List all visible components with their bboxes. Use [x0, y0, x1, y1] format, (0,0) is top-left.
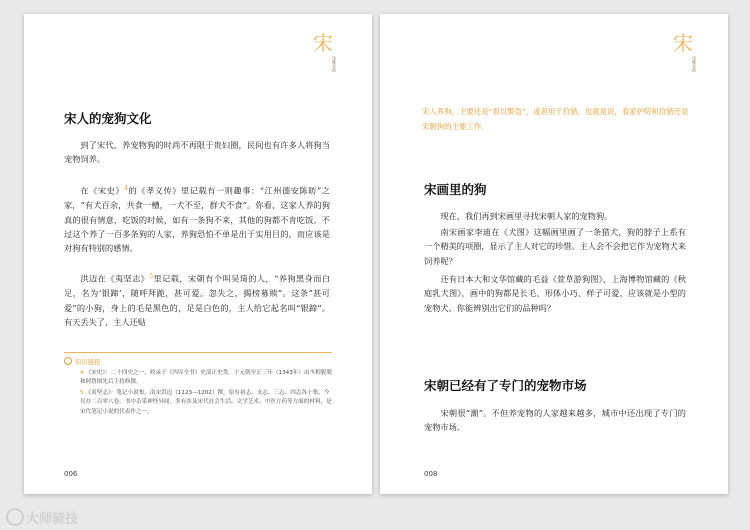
section1-paragraph-3: 还有日本大和文华馆藏的毛益《萱草游狗图》，上海博物馆藏的《秋庭乳犬图》，画中的狗都是长毛、形体小巧、样子可爱，应该就是小型的宠物犬。你能辨别出它们的品种吗？ [424, 274, 686, 313]
para2-text-start: 在《宋史》 [80, 185, 125, 196]
notes-bullet-icon [64, 357, 72, 365]
footnote-4-number: 4 [80, 370, 84, 376]
page-number: 006 [64, 470, 78, 478]
seal-glyph: 宋 [673, 31, 693, 55]
watermark [6, 508, 78, 527]
footnote-marker-4: 4 [124, 185, 128, 192]
left-page [24, 14, 372, 494]
highlight-note: 宋人养狗，主要还是“看以警盗”，或者用于狩猎。也就是说，看家护院和狩猎还是宋朝狗的主要工作。 [422, 107, 689, 131]
section1-paragraph-1: 现在，我们再到宋画里寻找宋朝人家的宠物狗。 [440, 211, 613, 221]
song-seal [666, 32, 700, 86]
para3-text-start: 洪迈在《夷坚志》 [80, 273, 150, 284]
paragraph-2 [64, 182, 330, 256]
notes-heading-label: 知识链接 [75, 358, 101, 366]
right-page [380, 14, 728, 494]
knowledge-notes [64, 352, 332, 418]
notes-heading [64, 357, 332, 366]
para2-text-end: 的《孝义传》里记载有一则趣事：“江州德安陈昉”之家，“有犬百余，共食一槽，一犬不至，群犬不食”。你看，这家人养的狗真的很有情意，吃饭的时候，如有一条狗不来，其他的狗都不肯吃饭。不过这个养了一百多条狗的人家，养狗恐怕不单是出于实用目的，而应该是对狗有特别的感情。 [64, 185, 330, 254]
paragraph-3 [64, 270, 330, 329]
footnote-5-number: 5 [80, 389, 84, 396]
section1-paragraph-2: 南宋画家李迪在《犬图》这幅画里画了一条猎犬，狗的脖子上系有一个精美的项圈，显示了主人对它的珍惜。主人会不会把它作为宠物犬来饲养呢？ [424, 227, 687, 266]
para3-text-end: 里记载，宋朝有个叫吴琦的人，“养狗黑身而白足，名为‘银蹄’，随呼拜跪，甚可爱。忽失之，揭榜募赎”。这条“甚可爱”的小狗，身上的毛是黑色的，足是白色的，主人给它起名叫“银蹄”。有天丢失了，主人还贴 [64, 273, 330, 327]
footnote-4 [64, 369, 332, 388]
footnote-5 [64, 389, 332, 417]
chapter-title: 宋人的宠狗文化 [64, 111, 152, 126]
watermark-logo-icon [6, 508, 24, 526]
section2-paragraph-1: 宋朝很“潮”。不但养宠物的人家越来越多，城市中还出现了专门的宠物市场。 [424, 408, 686, 433]
footnote-5-text: 《夷坚志》：笔记小说集，南宋洪迈（1123—1202）撰。原有初志、支志、三志、四志各十集，今仅存二百零八卷。书中杂采神怪异闻，多有涉及宋代社会生活、文学艺术、中医方药等方面的材料，是宋代笔记小说的代表作之一。 [80, 389, 332, 415]
section-title-pet-market: 宋朝已经有了专门的宠物市场 [424, 378, 587, 393]
section-title-song-paintings: 宋画里的狗 [424, 182, 487, 197]
page-number: 008 [424, 470, 438, 478]
song-seal [306, 32, 340, 86]
watermark-text: 大师骑技 [26, 512, 79, 527]
seal-subtext: 风雅宋韵 [692, 56, 697, 72]
seal-subtext: 风雅宋韵 [332, 56, 337, 72]
paragraph-1: 到了宋代，养宠物狗的时尚不再限于贵妇圈，民间也有许多人将狗当宠物饲养。 [64, 140, 330, 165]
footnote-marker-5: 5 [149, 273, 154, 280]
footnote-4-text: 《宋史》：二十四史之一，收录于《四库全书》史部正史类。于元朝至正三年（1343年）由丞相脱脱和阿鲁图先后主持修撰。 [80, 370, 332, 386]
seal-glyph: 宋 [313, 31, 333, 55]
